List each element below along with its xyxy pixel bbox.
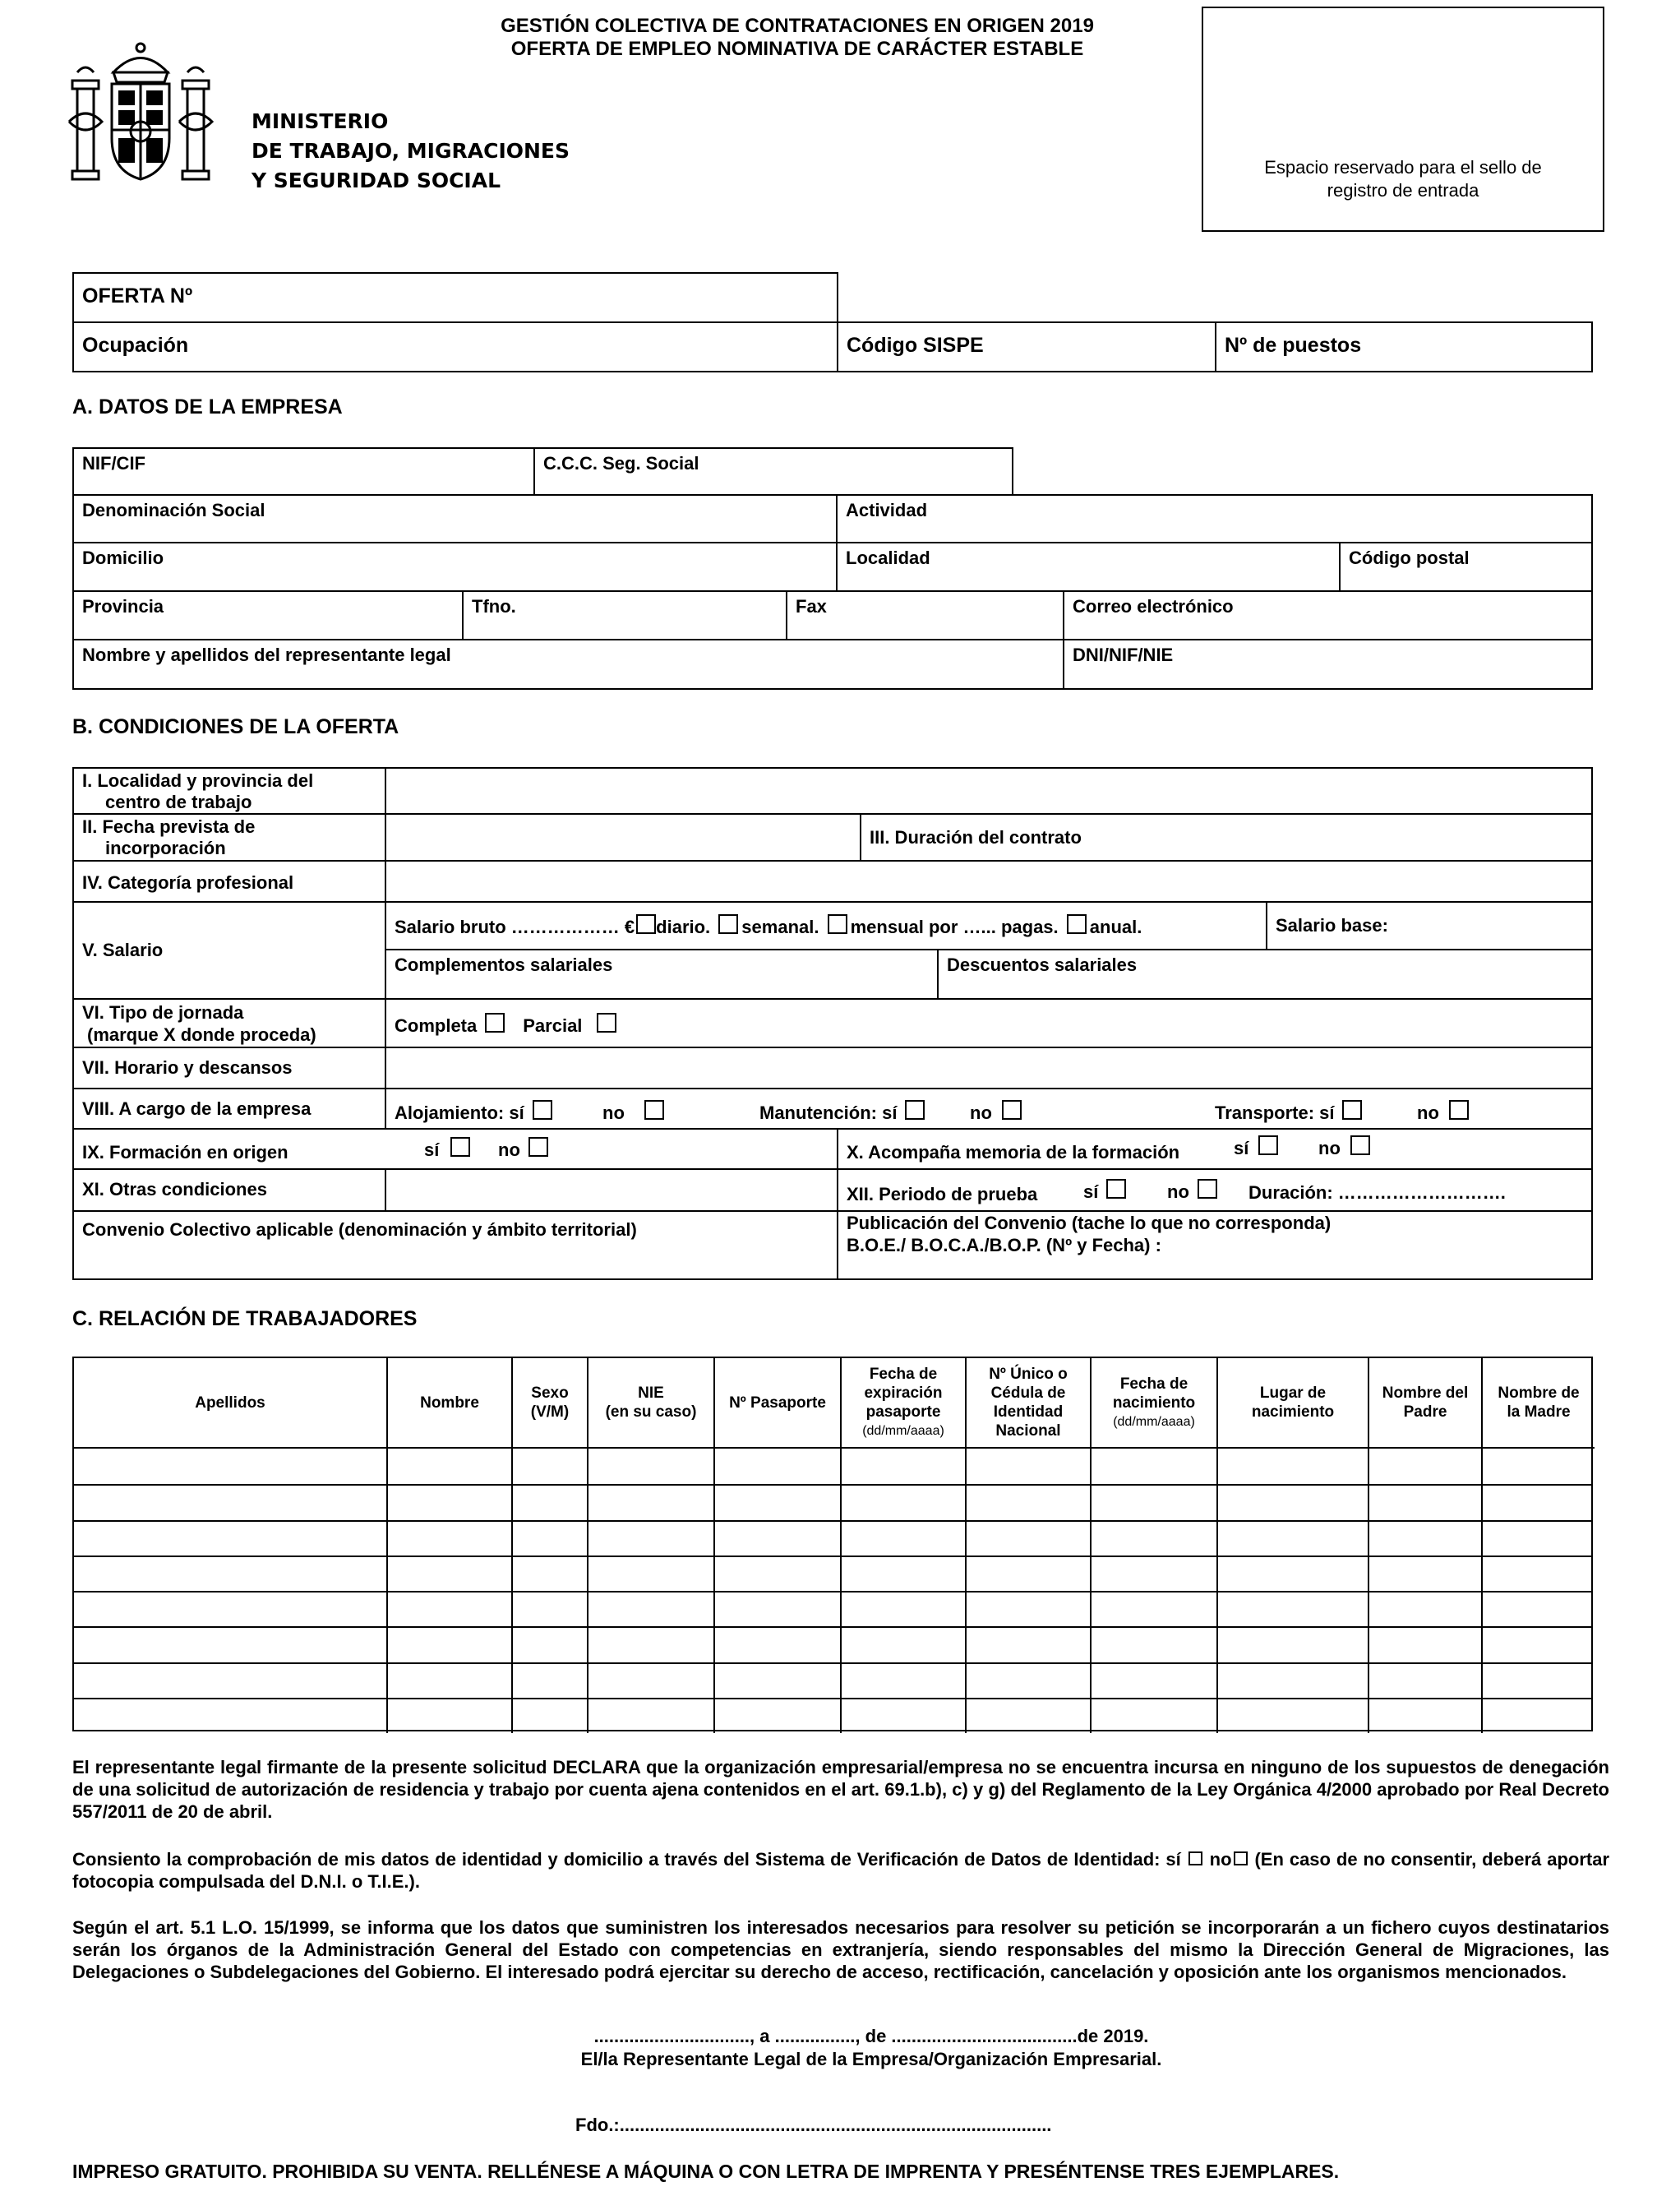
table-row bbox=[74, 1449, 1591, 1484]
actividad-field[interactable] bbox=[836, 494, 1593, 543]
publicacion-line-1: Publicación del Convenio (tache lo que no corresponda) bbox=[847, 1213, 1332, 1233]
table-cell[interactable] bbox=[965, 1664, 1090, 1698]
complementos-field[interactable] bbox=[385, 949, 939, 1000]
column-header bbox=[1090, 1358, 1216, 1449]
signature-line[interactable]: Fdo.:...................................................................................... bbox=[575, 2115, 1052, 2135]
column-header-line: Fecha de bbox=[869, 1366, 938, 1383]
localidad-centro-label-cell bbox=[72, 767, 386, 815]
otras-label-cell bbox=[72, 1168, 386, 1212]
fecha-incorporacion-line-2: incorporación bbox=[105, 838, 226, 858]
table-row bbox=[74, 1698, 1591, 1733]
table-cell[interactable] bbox=[511, 1699, 587, 1733]
salario-base-field[interactable] bbox=[1266, 901, 1593, 950]
table-cell[interactable] bbox=[1090, 1449, 1216, 1484]
table-cell[interactable] bbox=[511, 1449, 587, 1484]
localidad-centro-field[interactable] bbox=[385, 767, 1593, 815]
column-header bbox=[1481, 1358, 1595, 1449]
table-cell[interactable] bbox=[1216, 1522, 1368, 1556]
prueba-no-label: no bbox=[1167, 1181, 1189, 1202]
table-cell[interactable] bbox=[1090, 1557, 1216, 1591]
salario-bruto-field[interactable] bbox=[385, 901, 1267, 950]
table-cell[interactable] bbox=[713, 1449, 840, 1484]
alojamiento-group bbox=[395, 1100, 556, 1124]
table-cell[interactable] bbox=[386, 1449, 511, 1484]
categoria-field[interactable] bbox=[385, 860, 1593, 903]
alojamiento-no-group bbox=[602, 1100, 667, 1124]
memoria-label: X. Acompaña memoria de la formación bbox=[847, 1142, 1180, 1163]
table-cell[interactable] bbox=[965, 1557, 1090, 1591]
table-cell[interactable] bbox=[840, 1699, 965, 1733]
table-row bbox=[74, 1626, 1591, 1662]
jornada-field bbox=[385, 998, 1593, 1048]
horario-label: VII. Horario y descansos bbox=[82, 1057, 293, 1078]
column-header-line: expiración bbox=[864, 1384, 943, 1402]
stamp-line-2: registro de entrada bbox=[1327, 180, 1479, 201]
column-header bbox=[713, 1358, 840, 1449]
table-cell[interactable] bbox=[74, 1699, 386, 1733]
ocupacion-label: Ocupación bbox=[82, 334, 189, 357]
salario-label: V. Salario bbox=[82, 940, 164, 960]
column-header-line: Nombre bbox=[420, 1394, 479, 1412]
table-cell[interactable] bbox=[965, 1486, 1090, 1519]
column-header-line: nacimiento bbox=[1112, 1394, 1196, 1412]
table-cell[interactable] bbox=[1481, 1486, 1595, 1519]
ministry-name bbox=[252, 107, 570, 196]
duracion-contrato-field[interactable] bbox=[860, 813, 1593, 862]
memoria-no-label: no bbox=[1318, 1138, 1341, 1158]
duracion-prueba-label: Duración: ………………………. bbox=[1248, 1182, 1506, 1203]
completa-checkbox[interactable] bbox=[485, 1013, 505, 1033]
table-row bbox=[74, 1484, 1591, 1519]
table-cell[interactable] bbox=[511, 1628, 587, 1662]
codigo-sispe-field[interactable] bbox=[837, 321, 1216, 372]
title-line-1: GESTIÓN COLECTIVA DE CONTRATACIONES EN ORIGEN 2019 bbox=[501, 15, 1094, 37]
categoria-label: IV. Categoría profesional bbox=[82, 872, 294, 893]
salario-label-cell bbox=[72, 901, 386, 1000]
workers-table bbox=[72, 1357, 1593, 1731]
duracion-contrato-label: III. Duración del contrato bbox=[870, 827, 1082, 848]
consent-text bbox=[72, 1848, 1609, 1893]
table-cell[interactable] bbox=[1481, 1664, 1595, 1698]
form-title bbox=[427, 15, 1167, 61]
table-cell[interactable] bbox=[1216, 1486, 1368, 1519]
table-cell[interactable] bbox=[587, 1486, 713, 1519]
table-cell[interactable] bbox=[713, 1592, 840, 1626]
ministry-line-3: Y SEGURIDAD SOCIAL bbox=[252, 169, 501, 192]
table-cell[interactable] bbox=[1368, 1699, 1481, 1733]
ministry-line-2: DE TRABAJO, MIGRACIONES bbox=[252, 139, 570, 163]
cargo-label: VIII. A cargo de la empresa bbox=[82, 1098, 312, 1119]
formacion-si-checkbox[interactable] bbox=[450, 1137, 470, 1157]
denominacion-field[interactable] bbox=[72, 494, 838, 543]
table-cell[interactable] bbox=[1368, 1557, 1481, 1591]
table-cell[interactable] bbox=[1368, 1628, 1481, 1662]
column-header-line: Nombre de bbox=[1498, 1384, 1580, 1402]
mensual-checkbox[interactable] bbox=[828, 914, 847, 934]
consent-part-1: Consiento la comprobación de mis datos de identidad y domicilio a través del Sistema de Verificación de Datos de Identidad: sí bbox=[72, 1849, 1181, 1870]
table-cell[interactable] bbox=[1216, 1592, 1368, 1626]
column-header bbox=[840, 1358, 965, 1449]
table-cell[interactable] bbox=[1481, 1592, 1595, 1626]
representante-field[interactable] bbox=[72, 639, 1064, 690]
jornada-line-2: (marque X donde proceda) bbox=[87, 1024, 316, 1045]
column-header bbox=[587, 1358, 713, 1449]
section-a-title: A. DATOS DE LA EMPRESA bbox=[72, 395, 343, 418]
diario-label: diario. bbox=[656, 917, 711, 937]
manutencion-no-group bbox=[970, 1100, 1025, 1124]
table-cell[interactable] bbox=[1368, 1592, 1481, 1626]
fecha-incorporacion-label-cell bbox=[72, 813, 386, 862]
otras-field[interactable] bbox=[385, 1168, 838, 1212]
manutencion-no-label: no bbox=[970, 1102, 992, 1123]
table-cell[interactable] bbox=[1216, 1664, 1368, 1698]
codigo-postal-label: Código postal bbox=[1349, 548, 1470, 568]
column-header-line: (en su caso) bbox=[605, 1403, 697, 1421]
horario-label-cell bbox=[72, 1047, 386, 1089]
descuentos-label: Descuentos salariales bbox=[947, 955, 1138, 975]
ccc-field[interactable] bbox=[533, 447, 1013, 496]
prueba-label: XII. Periodo de prueba bbox=[847, 1184, 1038, 1204]
convenio-label: Convenio Colectivo aplicable (denominación y ámbito territorial) bbox=[82, 1219, 637, 1240]
nif-field[interactable] bbox=[72, 447, 535, 496]
table-row bbox=[74, 1556, 1591, 1591]
memoria-si-label: sí bbox=[1234, 1138, 1249, 1158]
table-cell[interactable] bbox=[1090, 1628, 1216, 1662]
table-cell[interactable] bbox=[840, 1592, 965, 1626]
dni-label: DNI/NIF/NIE bbox=[1073, 645, 1174, 665]
anual-label: anual. bbox=[1089, 917, 1142, 937]
table-cell[interactable] bbox=[386, 1628, 511, 1662]
column-header-line: Apellidos bbox=[195, 1394, 265, 1412]
table-cell[interactable] bbox=[713, 1628, 840, 1662]
table-cell[interactable] bbox=[1481, 1449, 1595, 1484]
correo-field[interactable] bbox=[1063, 590, 1593, 640]
mensual-label: mensual por …... pagas. bbox=[850, 917, 1059, 937]
formacion-no-label: no bbox=[498, 1139, 520, 1160]
table-cell[interactable] bbox=[74, 1628, 386, 1662]
column-header-line: Cédula de bbox=[990, 1384, 1066, 1402]
table-cell[interactable] bbox=[965, 1699, 1090, 1733]
transporte-no-group bbox=[1417, 1100, 1472, 1124]
consent-no-label: no bbox=[1209, 1849, 1232, 1870]
column-header-line: (V/M) bbox=[530, 1403, 570, 1421]
formacion-label: IX. Formación en origen bbox=[82, 1142, 288, 1163]
descuentos-field[interactable] bbox=[937, 949, 1593, 1000]
ocupacion-field[interactable] bbox=[72, 321, 838, 372]
table-cell[interactable] bbox=[840, 1557, 965, 1591]
table-cell[interactable] bbox=[840, 1449, 965, 1484]
salario-bruto-label: Salario bruto ……………… € bbox=[395, 917, 635, 937]
jornada-line-1: VI. Tipo de jornada bbox=[82, 1002, 244, 1023]
representante-label: Nombre y apellidos del representante legal bbox=[82, 645, 451, 665]
table-cell[interactable] bbox=[511, 1664, 587, 1698]
num-puestos-label: Nº de puestos bbox=[1225, 334, 1362, 357]
table-row bbox=[74, 1591, 1591, 1626]
signature-role: El/la Representante Legal de la Empresa/Organización Empresarial. bbox=[580, 2049, 1162, 2069]
memoria-si-group bbox=[1234, 1135, 1281, 1159]
table-cell[interactable] bbox=[386, 1557, 511, 1591]
table-cell[interactable] bbox=[386, 1592, 511, 1626]
section-c-title: C. RELACIÓN DE TRABAJADORES bbox=[72, 1307, 418, 1330]
table-cell[interactable] bbox=[713, 1557, 840, 1591]
localidad-label: Localidad bbox=[846, 548, 930, 568]
table-cell[interactable] bbox=[1090, 1592, 1216, 1626]
stamp-box bbox=[1202, 7, 1604, 232]
transporte-group bbox=[1215, 1100, 1365, 1124]
ministry-line-1: MINISTERIO bbox=[252, 109, 389, 133]
table-cell[interactable] bbox=[1090, 1699, 1216, 1733]
column-header-line: Lugar de bbox=[1259, 1384, 1327, 1402]
column-header-line: pasaporte bbox=[865, 1403, 941, 1421]
prueba-si-group bbox=[1083, 1179, 1129, 1203]
table-row bbox=[74, 1520, 1591, 1556]
transporte-si-checkbox[interactable] bbox=[1342, 1100, 1362, 1120]
column-header-line: NIE bbox=[638, 1384, 664, 1402]
column-header bbox=[386, 1358, 511, 1449]
parcial-checkbox[interactable] bbox=[597, 1013, 616, 1033]
table-cell[interactable] bbox=[386, 1664, 511, 1698]
table-cell[interactable] bbox=[74, 1486, 386, 1519]
table-cell[interactable] bbox=[587, 1699, 713, 1733]
column-header bbox=[965, 1358, 1090, 1449]
denominacion-label: Denominación Social bbox=[82, 500, 265, 520]
manutencion-no-checkbox[interactable] bbox=[1002, 1100, 1022, 1120]
formacion-no-checkbox[interactable] bbox=[528, 1137, 548, 1157]
table-cell[interactable] bbox=[1368, 1522, 1481, 1556]
table-row bbox=[74, 1662, 1591, 1698]
fecha-incorporacion-field[interactable] bbox=[385, 813, 861, 862]
table-cell[interactable] bbox=[1481, 1628, 1595, 1662]
num-puestos-field[interactable] bbox=[1215, 321, 1593, 372]
prueba-si-checkbox[interactable] bbox=[1106, 1179, 1126, 1199]
column-header-line: Nombre del bbox=[1382, 1384, 1469, 1402]
table-cell[interactable] bbox=[1216, 1449, 1368, 1484]
manutencion-label: Manutención: sí bbox=[759, 1102, 898, 1123]
tfno-label: Tfno. bbox=[472, 596, 516, 617]
table-cell[interactable] bbox=[386, 1699, 511, 1733]
prueba-si-label: sí bbox=[1083, 1181, 1099, 1202]
table-cell[interactable] bbox=[74, 1522, 386, 1556]
codigo-sispe-label: Código SISPE bbox=[847, 334, 984, 357]
alojamiento-label: Alojamiento: sí bbox=[395, 1102, 524, 1123]
free-form-notice: IMPRESO GRATUITO. PROHIBIDA SU VENTA. RELLÉNESE A MÁQUINA O CON LETRA DE IMPRENTA Y PRESÉNTENSE TRES EJEMPLARES. bbox=[72, 2161, 1340, 2182]
table-cell[interactable] bbox=[74, 1557, 386, 1591]
table-cell[interactable] bbox=[74, 1449, 386, 1484]
table-cell[interactable] bbox=[713, 1664, 840, 1698]
prueba-no-group bbox=[1167, 1179, 1221, 1203]
table-cell[interactable] bbox=[1090, 1522, 1216, 1556]
column-header-line: Nacional bbox=[995, 1422, 1061, 1440]
table-cell[interactable] bbox=[1216, 1699, 1368, 1733]
column-header bbox=[74, 1358, 386, 1449]
publicacion-line-2: B.O.E./ B.O.C.A./B.O.P. (Nº y Fecha) : bbox=[847, 1235, 1161, 1255]
table-cell[interactable] bbox=[587, 1522, 713, 1556]
table-cell[interactable] bbox=[840, 1486, 965, 1519]
manutencion-group bbox=[759, 1100, 928, 1124]
declaration-text: El representante legal firmante de la presente solicitud DECLARA que la organización empresarial/empresa no se encuentra incursa en ninguno de los supuestos de denegación de una solicitud de autorización de residencia y trabajo por cuenta ajena contenidos en el art. 69.1.b), c) y g) del Reglamento de la Ley Orgánica 4/2000 aprobado por Real Decreto 557/2011 de 20 de abril. bbox=[72, 1757, 1609, 1822]
prueba-no-checkbox[interactable] bbox=[1198, 1179, 1217, 1199]
table-cell[interactable] bbox=[840, 1522, 965, 1556]
localidad-centro-line-2: centro de trabajo bbox=[105, 792, 252, 812]
table-cell[interactable] bbox=[965, 1449, 1090, 1484]
column-header-line: Nº Único o bbox=[989, 1366, 1068, 1383]
column-header bbox=[511, 1358, 587, 1449]
table-cell[interactable] bbox=[1216, 1557, 1368, 1591]
memoria-si-checkbox[interactable] bbox=[1258, 1135, 1278, 1155]
table-cell[interactable] bbox=[587, 1557, 713, 1591]
table-cell[interactable] bbox=[511, 1486, 587, 1519]
column-header-line: Padre bbox=[1403, 1403, 1447, 1421]
domicilio-label: Domicilio bbox=[82, 548, 164, 568]
column-header-line: nacimiento bbox=[1251, 1403, 1335, 1421]
salario-base-label: Salario base: bbox=[1276, 915, 1388, 936]
table-cell[interactable] bbox=[965, 1522, 1090, 1556]
coat-of-arms-logo bbox=[64, 39, 217, 192]
oferta-label: OFERTA Nº bbox=[82, 284, 193, 307]
table-cell[interactable] bbox=[511, 1592, 587, 1626]
table-cell[interactable] bbox=[1481, 1699, 1595, 1733]
table-cell[interactable] bbox=[1368, 1664, 1481, 1698]
column-header-line: Sexo bbox=[531, 1384, 569, 1402]
convenio-field[interactable] bbox=[72, 1210, 838, 1280]
table-cell[interactable] bbox=[587, 1628, 713, 1662]
table-cell[interactable] bbox=[840, 1664, 965, 1698]
parcial-label: Parcial bbox=[523, 1015, 583, 1036]
tfno-field[interactable] bbox=[462, 590, 787, 640]
otras-label: XI. Otras condiciones bbox=[82, 1179, 267, 1200]
localidad-field[interactable] bbox=[836, 542, 1341, 592]
manutencion-si-checkbox[interactable] bbox=[905, 1100, 925, 1120]
stamp-line-1: Espacio reservado para el sello de bbox=[1264, 157, 1542, 178]
date-format-note: (dd/mm/aaaa) bbox=[1113, 1414, 1195, 1429]
transporte-label: Transporte: sí bbox=[1215, 1102, 1335, 1123]
date-format-note: (dd/mm/aaaa) bbox=[862, 1424, 944, 1438]
table-cell[interactable] bbox=[965, 1592, 1090, 1626]
table-cell[interactable] bbox=[1481, 1522, 1595, 1556]
table-cell[interactable] bbox=[587, 1664, 713, 1698]
memoria-no-checkbox[interactable] bbox=[1350, 1135, 1370, 1155]
transporte-no-checkbox[interactable] bbox=[1449, 1100, 1469, 1120]
completa-label: Completa bbox=[395, 1015, 478, 1036]
table-cell[interactable] bbox=[713, 1699, 840, 1733]
provincia-label: Provincia bbox=[82, 596, 164, 617]
table-cell[interactable] bbox=[1368, 1449, 1481, 1484]
section-b-title: B. CONDICIONES DE LA OFERTA bbox=[72, 715, 399, 738]
table-cell[interactable] bbox=[587, 1449, 713, 1484]
column-header-line: la Madre bbox=[1507, 1403, 1571, 1421]
formacion-no-group bbox=[498, 1137, 552, 1161]
provincia-field[interactable] bbox=[72, 590, 464, 640]
diario-checkbox[interactable] bbox=[636, 914, 656, 934]
codigo-postal-field[interactable] bbox=[1339, 542, 1593, 592]
alojamiento-si-checkbox[interactable] bbox=[533, 1100, 552, 1120]
table-cell[interactable] bbox=[74, 1592, 386, 1626]
cargo-label-cell bbox=[72, 1088, 386, 1130]
publicacion-field[interactable] bbox=[837, 1210, 1593, 1280]
table-cell[interactable] bbox=[1090, 1664, 1216, 1698]
oferta-field[interactable] bbox=[72, 272, 838, 323]
correo-label: Correo electrónico bbox=[1073, 596, 1234, 617]
table-cell[interactable] bbox=[840, 1628, 965, 1662]
table-cell[interactable] bbox=[587, 1592, 713, 1626]
localidad-centro-line-1: I. Localidad y provincia del bbox=[82, 770, 314, 791]
formacion-si-group bbox=[424, 1137, 473, 1161]
column-header-line: Nº Pasaporte bbox=[729, 1394, 826, 1412]
column-header-line: Fecha de bbox=[1119, 1375, 1188, 1393]
actividad-label: Actividad bbox=[846, 500, 928, 520]
column-header bbox=[1216, 1358, 1368, 1449]
fecha-incorporacion-line-1: II. Fecha prevista de bbox=[82, 816, 256, 837]
table-cell[interactable] bbox=[1368, 1486, 1481, 1519]
table-cell[interactable] bbox=[713, 1486, 840, 1519]
table-cell[interactable] bbox=[74, 1664, 386, 1698]
table-cell[interactable] bbox=[386, 1486, 511, 1519]
semanal-label: semanal. bbox=[741, 917, 819, 937]
anual-checkbox[interactable] bbox=[1067, 914, 1087, 934]
table-cell[interactable] bbox=[511, 1522, 587, 1556]
complementos-label: Complementos salariales bbox=[395, 955, 613, 975]
dni-field[interactable] bbox=[1063, 639, 1593, 690]
table-cell[interactable] bbox=[1090, 1486, 1216, 1519]
column-header-line: Identidad bbox=[993, 1403, 1064, 1421]
memoria-no-group bbox=[1318, 1135, 1373, 1159]
title-line-2: OFERTA DE EMPLEO NOMINATIVA DE CARÁCTER ESTABLE bbox=[510, 38, 1084, 60]
fax-label: Fax bbox=[796, 596, 827, 617]
alojamiento-no-checkbox[interactable] bbox=[644, 1100, 664, 1120]
horario-field[interactable] bbox=[385, 1047, 1593, 1089]
consent-part-2: (En caso de no consentir, deberá aportar fotocopia compulsada del D.N.I. o T.I.E.). bbox=[72, 1849, 1610, 1892]
consent-no-checkbox[interactable] bbox=[1234, 1851, 1248, 1865]
table-cell[interactable] bbox=[1216, 1628, 1368, 1662]
domicilio-field[interactable] bbox=[72, 542, 838, 592]
table-cell[interactable] bbox=[965, 1628, 1090, 1662]
table-cell[interactable] bbox=[713, 1522, 840, 1556]
formacion-si-label: sí bbox=[424, 1139, 440, 1160]
ccc-label: C.C.C. Seg. Social bbox=[543, 453, 699, 474]
transporte-no-label: no bbox=[1417, 1102, 1439, 1123]
data-protection-text: Según el art. 5.1 L.O. 15/1999, se informa que los datos que suministren los interesados necesarios para resolver su petición se incorporarán a un fichero cuyos destinatarios serán los órganos de la Administración General del Estado con competencias en extranjería, siendo responsables del mismo la Dirección General de Migraciones, las Delegaciones o Subdelegaciones del Gobierno. El interesado podrá ejercitar su derecho de acceso, rectificación, cancelación y oposición ante los organismos mencionados. bbox=[72, 1917, 1609, 1982]
alojamiento-no-label: no bbox=[602, 1102, 625, 1123]
signature-date-line[interactable]: ..............................., a ................, de .....................................de 2019. bbox=[593, 2026, 1149, 2046]
nif-label: NIF/CIF bbox=[82, 453, 145, 474]
table-cell[interactable] bbox=[386, 1522, 511, 1556]
fax-field[interactable] bbox=[786, 590, 1064, 640]
semanal-checkbox[interactable] bbox=[718, 914, 738, 934]
jornada-label-cell bbox=[72, 998, 386, 1048]
table-cell[interactable] bbox=[1481, 1557, 1595, 1591]
column-header bbox=[1368, 1358, 1481, 1449]
categoria-label-cell bbox=[72, 860, 386, 903]
consent-si-checkbox[interactable] bbox=[1188, 1851, 1202, 1865]
table-cell[interactable] bbox=[511, 1557, 587, 1591]
memoria-field bbox=[837, 1128, 1593, 1170]
